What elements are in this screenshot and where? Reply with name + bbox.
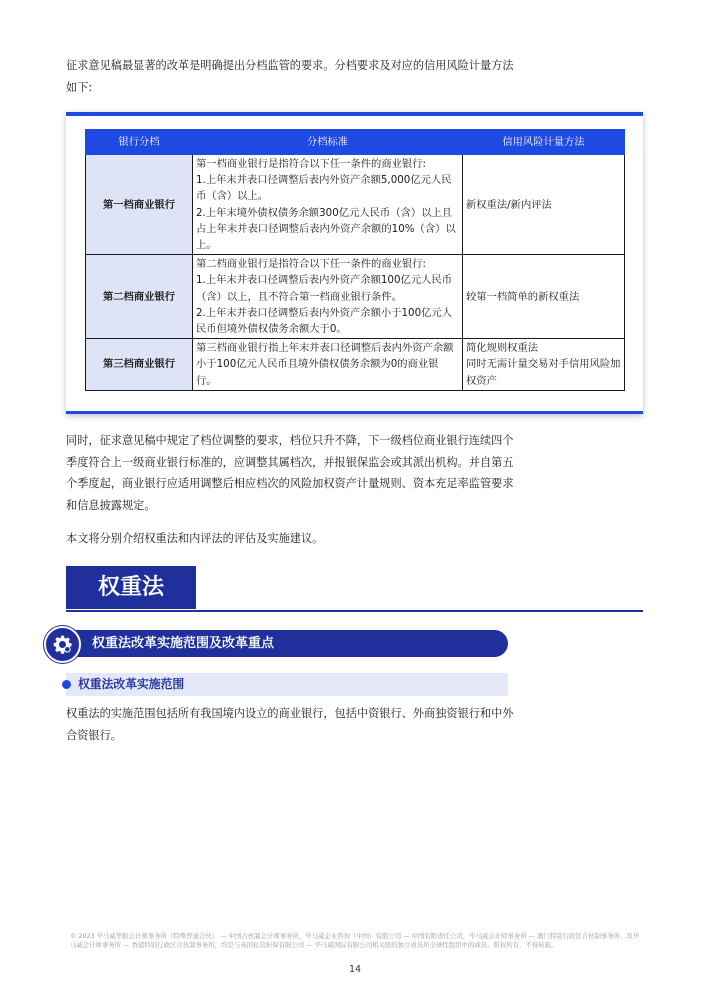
range-paragraph: 权重法的实施范围包括所有我国境内设立的商业银行，包括中资银行、外商独资银行和中外合资银行。: [66, 707, 514, 742]
criteria-line: 2.上年末境外债权债务余额300亿元人民币（含）以上且占上年末并表口径调整后表内外资产余额的10%（含）以上。: [196, 206, 456, 252]
table-row: [86, 255, 625, 339]
tier-adjustment-paragraph: 同时，征求意见稿中规定了档位调整的要求，档位只升不降，下一级档位商业银行连续四个季度符合上一级商业银行标准的，应调整其属档次，并报银保监会或其派出机构。并自第五个季度起，商业银行应适用调整后相应档次的风险加权资产计量规则、资本充足率监管要求和信息披露规定。: [66, 434, 514, 512]
tier-table: [85, 129, 625, 391]
header-criteria: 分档标准: [193, 130, 463, 155]
intro-paragraph: 征求意见稿最显著的改革是明确提出分档监管的要求。分档要求及对应的信用风险计量方法如下:: [66, 59, 514, 94]
section-title: 权重法: [66, 566, 196, 609]
header-method: 信用风险计量方法: [463, 130, 625, 155]
criteria-line: 1.上年末并表口径调整后表内外资产余额100亿元人民币（含）以上，且不符合第一档商业银行条件。: [196, 274, 453, 303]
page-number: 14: [348, 964, 362, 975]
method-line: 新权重法/新内评法: [466, 198, 552, 211]
section-divider: [66, 610, 643, 612]
criteria-line: 第三档商业银行指上年末并表口径调整后表内外资产余额小于100亿元人民币且境外债权债务余额为0的商业银行。: [196, 342, 454, 387]
tier-table-card: [66, 112, 643, 414]
table-row: [86, 339, 625, 391]
header-tier: 银行分档: [86, 130, 193, 155]
table-bottom-accent: [66, 411, 643, 414]
bullet-dot-icon: [62, 680, 71, 689]
gear-icon: [44, 626, 81, 663]
subsection-title: 权重法改革实施范围及改革重点: [92, 636, 275, 651]
tier-method: [463, 155, 625, 255]
tier-name: 第一档商业银行: [86, 155, 193, 255]
footer-copyright: © 2023 毕马威华振会计师事务所（特殊普通合伙） — 中国合伙制会计师事务所，毕马威企业咨询（中国）有限公司 — 中国有限责任公司，毕马威会计师事务所 — 澳门特别行政区合伙制事务所，及毕马威会计师事务所 — 香港特别行政区合伙制事务所，均是与英国私营担保有限公司 — 毕马威国际有限公司相关联的独立成员所全球性组织中的成员。版权所有，不得转载。: [70, 932, 640, 949]
method-line: 同时无需计量交易对手信用风险加权资产: [466, 358, 621, 387]
tier-criteria: [193, 339, 463, 391]
table-row: [86, 155, 625, 255]
criteria-line: 第一档商业银行是指符合以下任一条件的商业银行:: [196, 158, 426, 170]
method-line: 简化规则权重法: [466, 342, 539, 355]
subsection-banner: [62, 630, 508, 657]
tier-criteria: [193, 155, 463, 255]
tier-name: 第二档商业银行: [86, 255, 193, 339]
criteria-line: 第二档商业银行是指符合以下任一条件的商业银行:: [196, 258, 426, 271]
criteria-line: 1.上年末并表口径调整后表内外资产余额5,000亿元人民币（含）以上。: [196, 174, 452, 203]
tier-method: [463, 255, 625, 339]
scope-paragraph: 本文将分别介绍权重法和内评法的评估及实施建议。: [66, 532, 324, 545]
item-heading-label: 权重法改革实施范围: [78, 677, 185, 691]
table-header-row: [86, 130, 625, 155]
table-top-accent: [66, 112, 643, 116]
tier-criteria: [193, 255, 463, 339]
tier-method: [463, 339, 625, 391]
tier-name: 第三档商业银行: [86, 339, 193, 391]
method-line: 较第一档简单的新权重法: [466, 290, 580, 303]
criteria-line: 2.上年末并表口径调整后表内外资产余额小于100亿元人民币但境外债权债务余额大于0。: [196, 306, 453, 336]
item-heading: [66, 673, 508, 696]
